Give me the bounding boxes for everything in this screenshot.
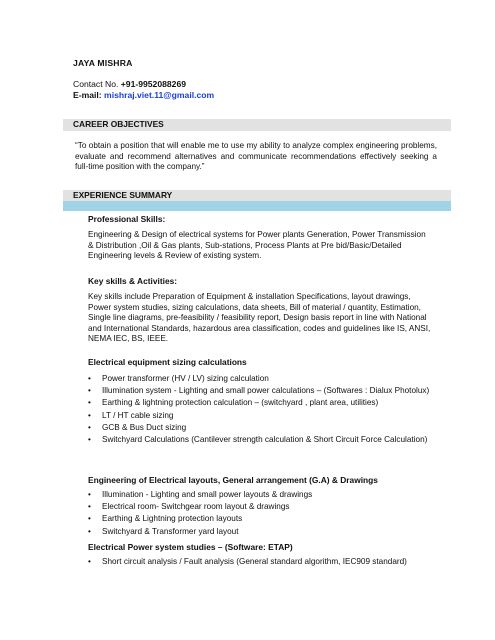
email-link[interactable]: mishraj.viet.11@gmail.com (104, 90, 215, 100)
bullet-icon: • (88, 422, 91, 432)
contact-line (73, 79, 214, 90)
section-divider (63, 201, 451, 211)
bullet-icon: • (88, 557, 91, 566)
professional-skills-heading: Professional Skills: (88, 214, 166, 224)
professional-skills-text: Engineering & Design of electrical systems for Power plants Generation, Power Transmission & Distribution ,Oil & Gas plants, Sub-stations, Process Plants at Pre bid/Basic/Detailed Engineering levels & Review of existing system. (88, 230, 426, 261)
list-item: • Short circuit analysis / Fault analysis (General standard algorithm, IEC909 standard) (88, 557, 407, 566)
sizing-calculations-list (88, 374, 433, 447)
list-item: • GCB & Bus Duct sizing (88, 422, 187, 432)
sizing-calculations-heading: Electrical equipment sizing calculations (88, 357, 247, 367)
bullet-icon: • (88, 398, 91, 408)
list-item: • Electrical room- Switchgear room layout & drawings (88, 502, 290, 512)
candidate-name: JAYA MISHRA (73, 58, 133, 68)
power-system-studies-list (88, 557, 433, 569)
list-item: • Switchyard & Transformer yard layout (88, 526, 239, 536)
power-system-studies-heading: Electrical Power system studies – (Software: ETAP) (88, 542, 293, 552)
experience-section-title: EXPERIENCE SUMMARY (73, 190, 173, 200)
list-item: • Illumination - Lighting and small power layouts & drawings (88, 490, 313, 499)
list-item: • Earthing & Lightning protection layouts (88, 514, 243, 524)
bullet-icon: • (88, 502, 91, 512)
bullet-icon: • (88, 374, 91, 383)
contact-label: Contact No. (73, 79, 121, 89)
list-item: • Power transformer (HV / LV) sizing calculation (88, 374, 269, 383)
bullet-icon: • (88, 490, 91, 499)
bullet-icon: • (88, 514, 91, 524)
career-objective-text: “To obtain a position that will enable me to use my ability to analyze complex engineering problems, evaluate and recommend alternatives and communicate recommendations effectively seeking a full-time position with the company.” (75, 141, 437, 172)
contact-block (73, 79, 214, 101)
layouts-list (88, 490, 433, 539)
bullet-icon: • (88, 526, 91, 536)
list-item: • LT / HT cable sizing (88, 410, 174, 420)
career-section-title: CAREER OBJECTIVES (73, 119, 164, 129)
list-item: • Earthing & lightning protection calculation – (switchyard , plant area, utilities) (88, 398, 379, 408)
bullet-icon: • (88, 410, 91, 420)
contact-number: +91-9952088269 (120, 79, 186, 89)
bullet-icon: • (88, 386, 91, 396)
key-skills-heading: Key skills & Activities: (88, 276, 178, 286)
layouts-heading: Engineering of Electrical layouts, General arrangement (G.A) & Drawings (88, 475, 378, 485)
email-label: E-mail: (73, 90, 105, 100)
list-item: • Switchyard Calculations (Cantilever strength calculation & Short Circuit Force Calculation) (88, 434, 428, 444)
email-line (73, 90, 214, 101)
key-skills-text: Key skills include Preparation of Equipment & installation Specifications, layout drawings, Power system studies, sizing calculations, data sheets, Bill of material / quantity, Estimation, Single line diagrams, pre-feasibility / feasibility report, Design basis report in line with National and International Standards, hazardous area classification, codes and guidelines like IS, ANSI, NEMA IEC, BS, IEEE. (88, 292, 431, 344)
bullet-icon: • (88, 434, 91, 444)
list-item: • Illumination system - Lighting and small power calculations – (Softwares : Dialux Photolux) (88, 386, 430, 396)
